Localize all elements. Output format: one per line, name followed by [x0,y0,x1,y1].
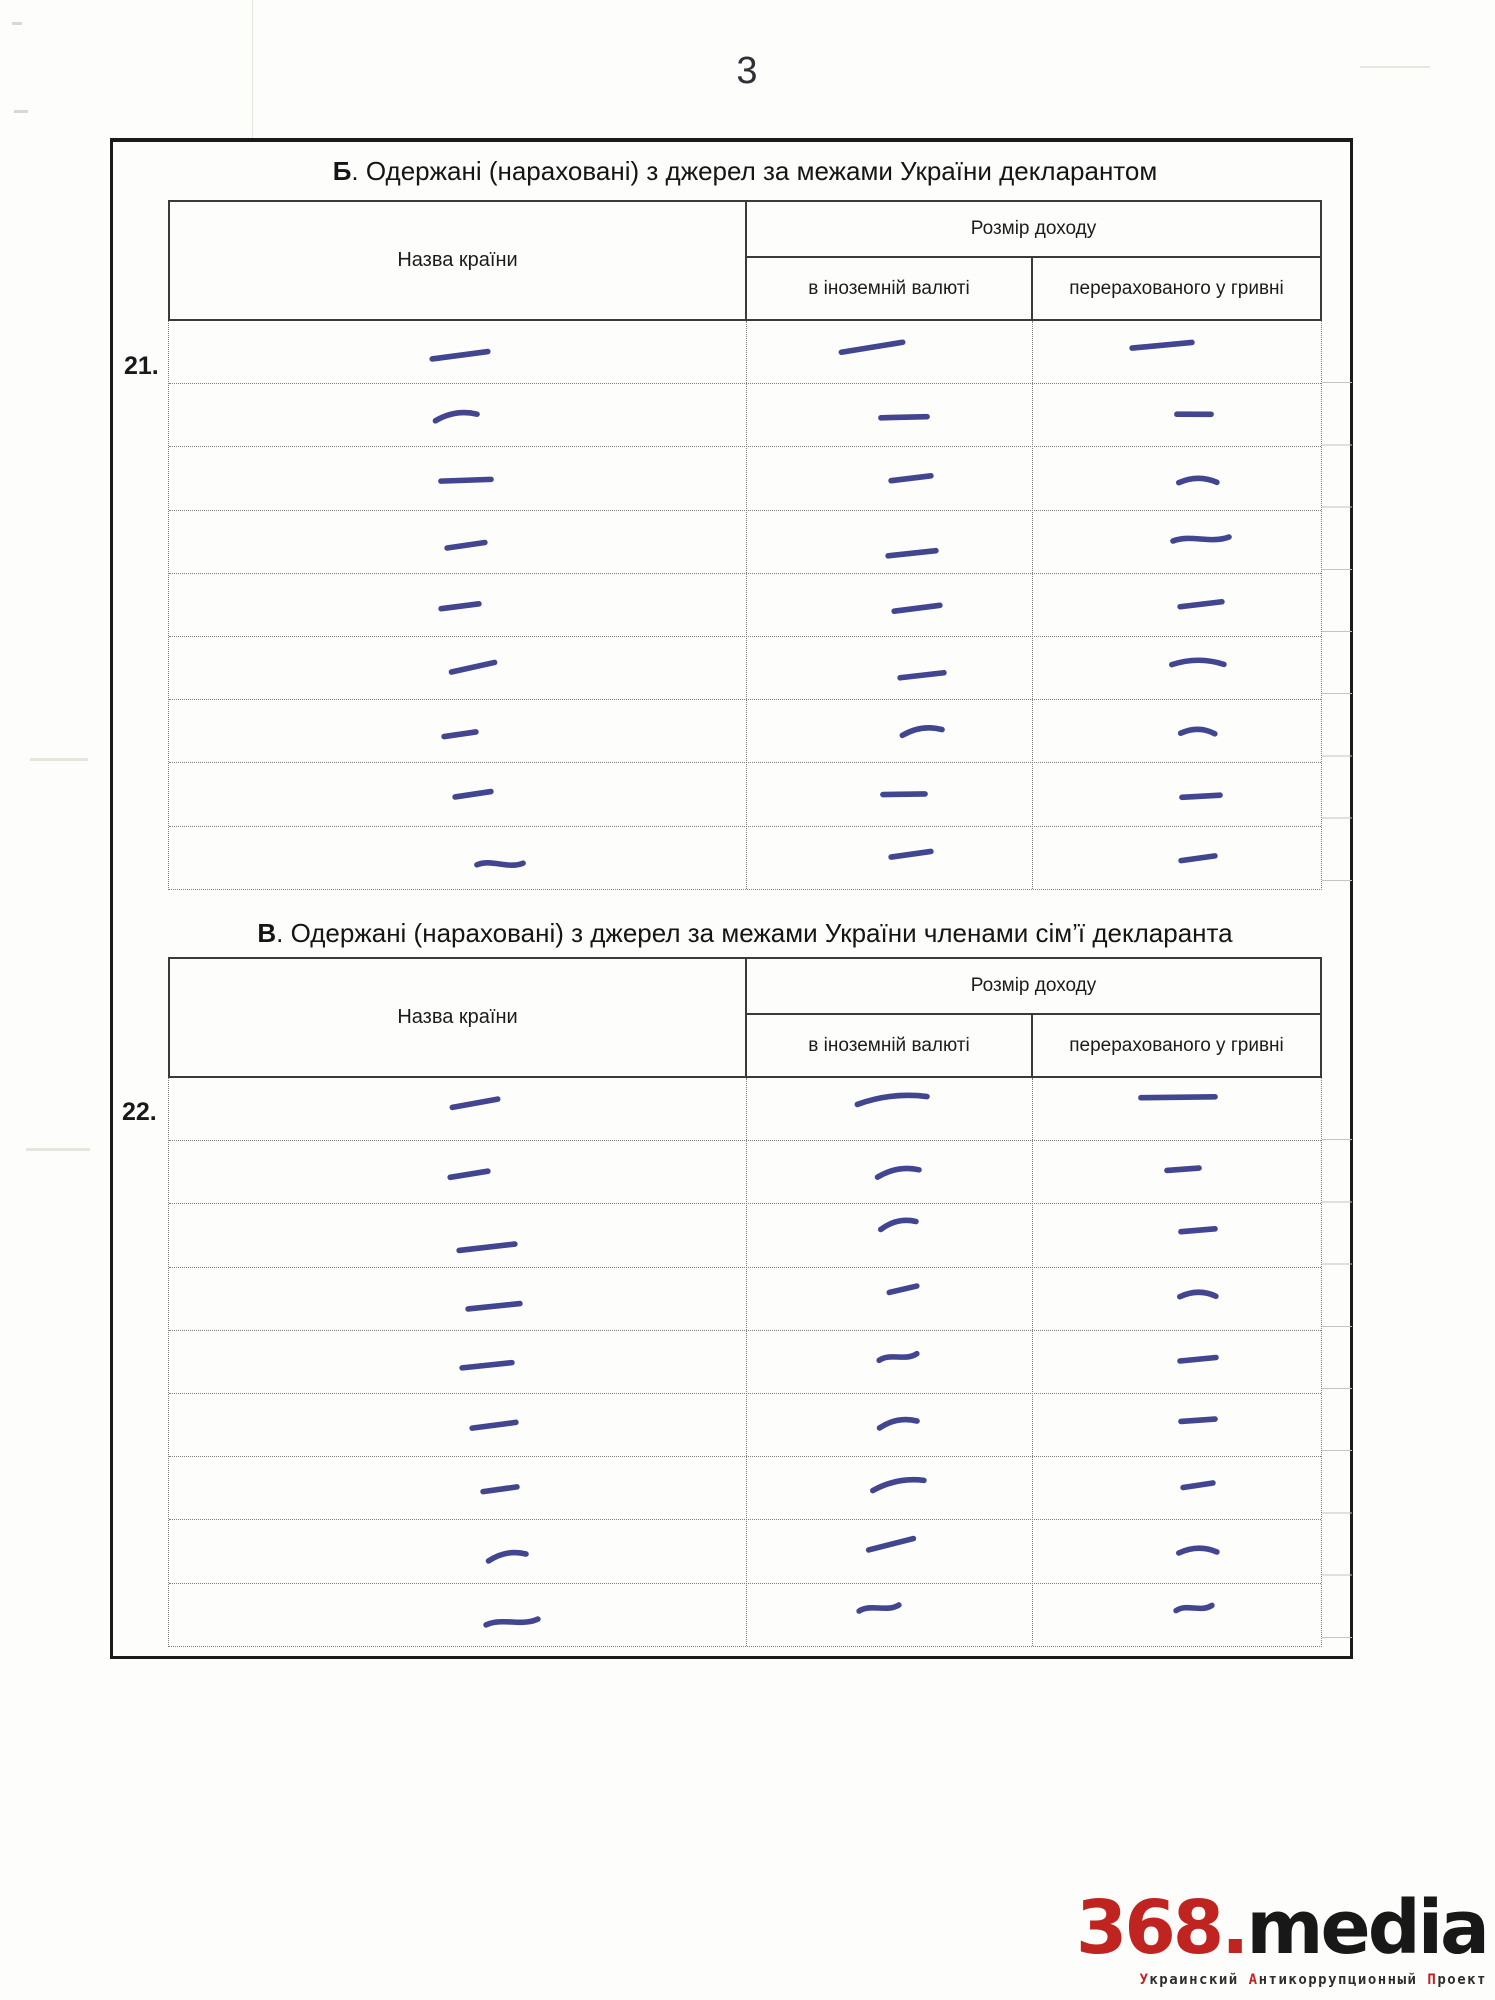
form-outer-border [110,138,1353,1659]
ink-dash-mark [449,1091,503,1114]
page-number: 3 [736,50,759,92]
ink-dash-mark [854,1086,931,1109]
header-cell-hryvnia: перерахованого у гривні [1069,1034,1284,1056]
row-number-22: 22. [122,1098,157,1126]
table-row [169,762,1321,825]
ink-dash-mark [1177,720,1219,742]
ink-dash-mark [1168,651,1227,672]
ink-dash-mark [1175,1540,1220,1560]
ink-dash-mark [1177,848,1218,867]
section-v-title-text: . Одержані (нараховані) з джерел за межами України членами сім’ї декларанта [276,918,1233,948]
ink-dash-mark [1177,1350,1219,1368]
ink-dash-mark [479,1480,520,1499]
ink-dash-mark [444,535,489,555]
table-row [169,1456,1321,1519]
ink-dash-mark [876,1211,920,1235]
scan-artifact [14,110,28,113]
ink-dash-mark [1138,1086,1219,1107]
table-b-body [168,321,1322,890]
logo-text-red: 368. [1075,1885,1247,1971]
declaration-table-v [168,957,1322,1647]
header-cell-income-size: Розмір доходу [747,202,1320,258]
ink-dash-mark [873,1160,923,1183]
ink-dash-mark [429,344,492,366]
section-v-title [168,918,1322,949]
logo-text-dark: media [1246,1885,1487,1971]
ink-dash-mark [876,1346,921,1367]
caption-word: роект [1437,1971,1487,1988]
table-row [169,1140,1321,1203]
section-b-title [168,156,1322,187]
ink-dash-mark [837,335,907,360]
ink-dash-mark [484,1543,530,1566]
header-cell-income-size: Розмір доходу [747,959,1320,1015]
ink-dash-mark [890,598,943,619]
ink-dash-mark [456,1236,519,1257]
table-row [169,510,1321,573]
watermark-caption [967,1972,1487,1988]
table-row [169,636,1321,699]
caption-word: краинский [1149,1971,1249,1988]
ink-dash-mark [1175,469,1220,490]
ink-dash-mark [468,1415,519,1436]
ink-dash-mark [1170,530,1232,548]
ink-dash-mark [875,1411,921,1434]
ink-dash-mark [887,844,934,864]
caption-initial: А [1248,1971,1259,1988]
ink-dash-mark [441,725,480,744]
scan-artifact [26,1148,90,1151]
watermark-logo [967,1885,1487,1971]
ink-dash-mark [447,654,499,679]
table-v-header [168,957,1322,1078]
row-number-21: 21. [124,352,159,380]
ink-dash-mark [885,1279,921,1300]
ink-dash-mark [1177,594,1226,614]
table-row [169,826,1321,889]
table-row [169,1330,1321,1393]
ink-dash-mark [446,1163,491,1184]
ink-dash-mark [864,1531,918,1558]
table-row [169,321,1321,383]
caption-initial: У [1139,1971,1150,1988]
ink-dash-mark [899,719,946,740]
ink-dash-mark [1178,1221,1218,1240]
row-line-extension [1322,321,1352,881]
watermark-368media [967,1885,1487,1988]
table-row [169,1583,1321,1646]
ink-dash-mark [473,853,526,874]
table-row [169,573,1321,636]
ink-dash-mark [879,784,928,805]
section-v-letter: В [257,918,277,948]
ink-dash-mark [1129,334,1196,354]
ink-dash-mark [452,784,495,804]
ink-dash-mark [855,1598,902,1618]
header-cell-foreign-currency: в іноземній валюті [747,1015,1033,1076]
table-row [169,1267,1321,1330]
table-row [169,446,1321,509]
ink-dash-mark [1173,1599,1216,1618]
row-line-extension [1322,1078,1352,1638]
table-row [169,383,1321,446]
scan-artifact [12,22,22,25]
table-row [169,699,1321,762]
ink-dash-mark [1173,403,1215,425]
ink-dash-mark [431,404,480,426]
scan-artifact [30,758,88,761]
table-row [169,1519,1321,1582]
ink-dash-mark [885,543,940,563]
header-cell-country: Назва країни [170,202,747,319]
declaration-table-b [168,200,1322,890]
ink-dash-mark [1163,1160,1202,1179]
table-row [169,1078,1321,1140]
caption-initial: П [1427,1971,1438,1988]
ink-dash-mark [888,469,935,489]
header-cell-foreign-currency: в іноземній валюті [747,258,1033,319]
table-v-body [168,1078,1322,1647]
header-cell-country: Назва країни [170,959,747,1076]
ink-dash-mark [1176,1283,1219,1304]
ink-dash-mark [878,406,931,427]
ink-dash-mark [1179,786,1224,806]
ink-dash-mark [1177,1410,1218,1429]
table-b-header [168,200,1322,321]
ink-dash-mark [465,1296,524,1316]
caption-word: нтикоррупционный [1258,1971,1428,1988]
ink-dash-mark [897,666,948,686]
section-b-letter: Б [332,156,352,186]
table-row [169,1203,1321,1266]
header-cell-hryvnia: перерахованого у гривні [1069,277,1284,299]
section-b-title-text: . Одержані (нараховані) з джерел за межами України декларантом [351,156,1158,186]
ink-dash-mark [483,1612,542,1632]
table-row [169,1393,1321,1456]
ink-dash-mark [459,1355,516,1375]
ink-dash-mark [438,470,495,490]
ink-dash-mark [868,1470,928,1496]
ink-dash-mark [438,596,483,616]
ink-dash-mark [1179,1475,1216,1494]
